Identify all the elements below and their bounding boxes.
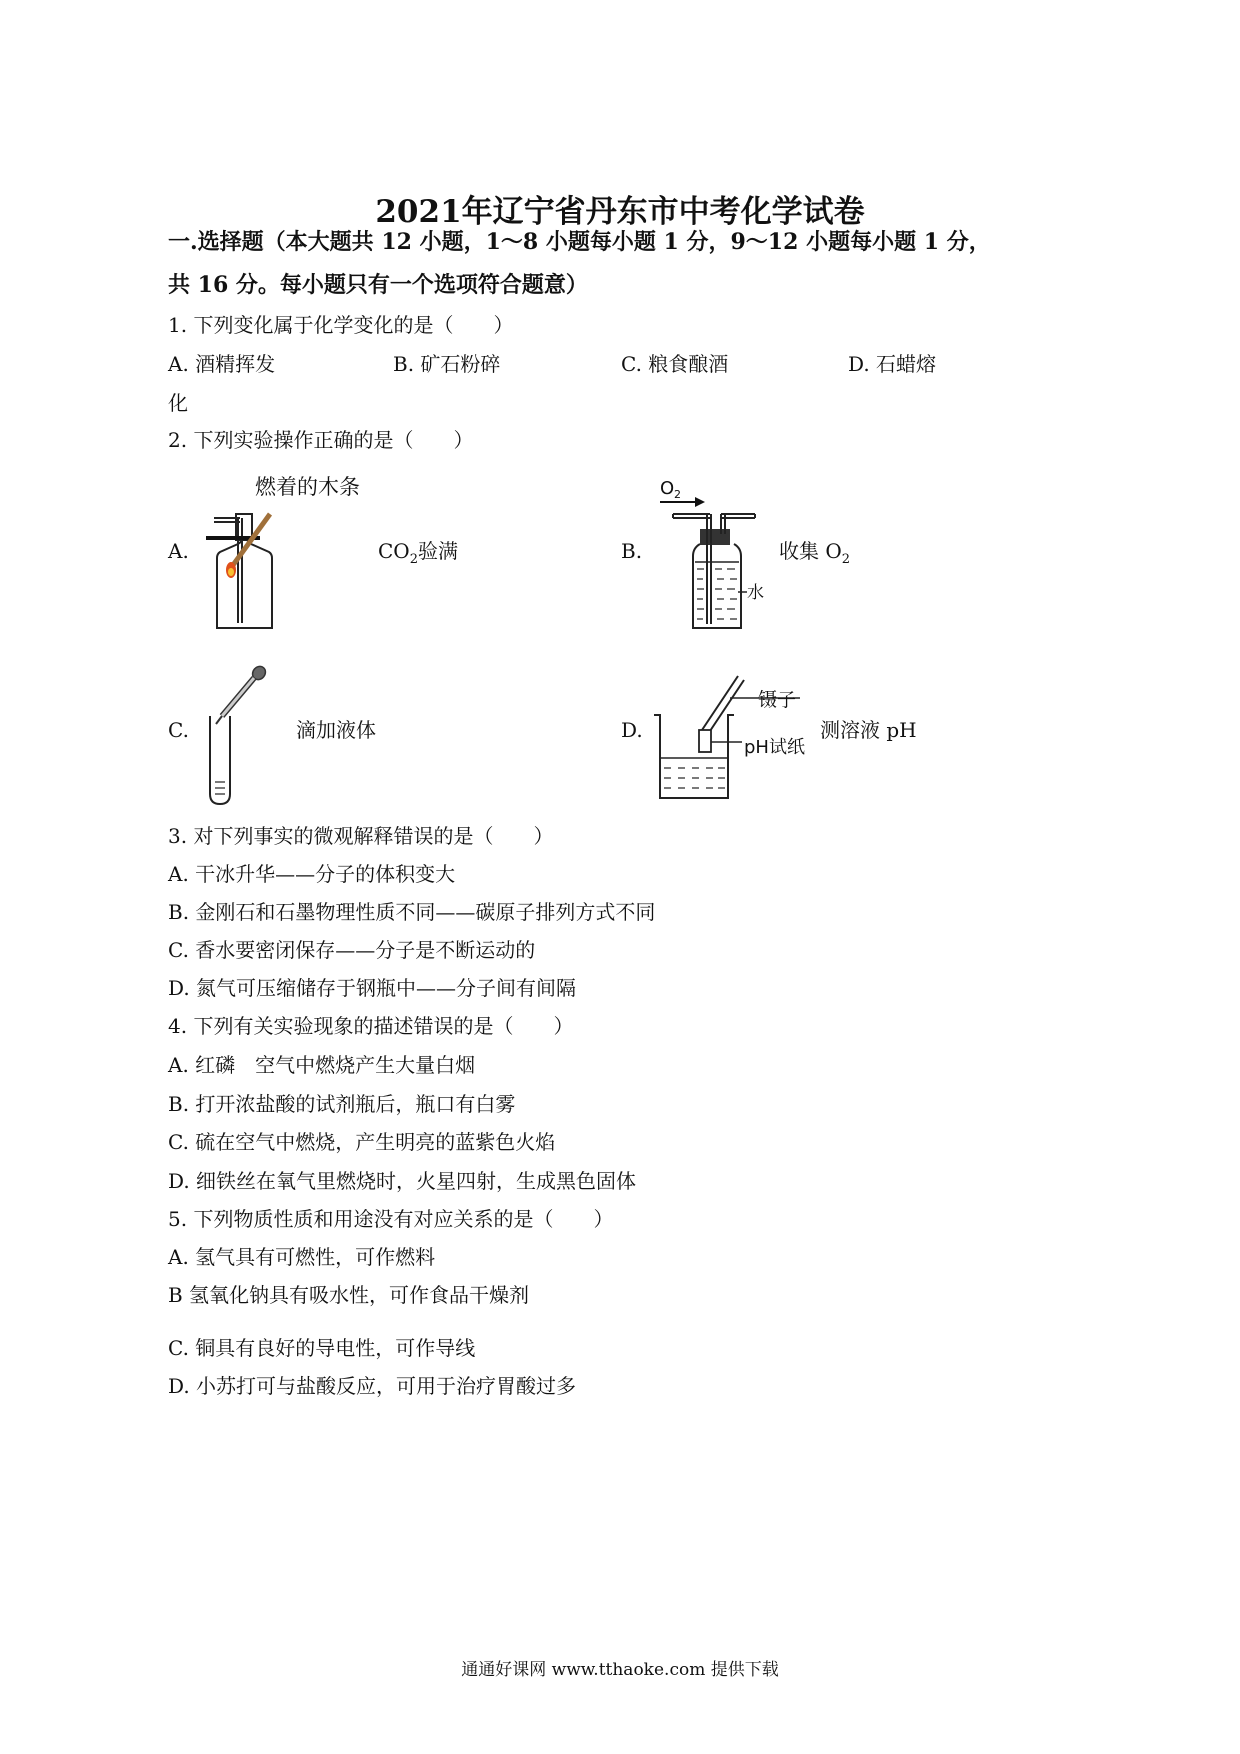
q5-option-d: D. 小苏打可与盐酸反应，可用于治疗胃酸过多: [168, 1374, 577, 1398]
q1-option-a: A. 酒精挥发: [168, 352, 276, 376]
q3-option-d: D. 氮气可压缩储存于钢瓶中——分子间有间隔: [168, 976, 577, 1000]
water-label: 水: [747, 583, 764, 603]
q1-option-b: B. 矿石粉碎: [393, 352, 501, 376]
q2-stem: 2. 下列实验操作正确的是（ ）: [168, 428, 474, 452]
q1-stem: 1. 下列变化属于化学变化的是（ ）: [168, 313, 514, 337]
q1-option-c: C. 粮食酿酒: [621, 352, 729, 376]
q2-option-b-letter: B.: [621, 539, 643, 563]
tweezers-label: 镊子: [758, 689, 797, 711]
q1-option-d-wrap: 化: [168, 391, 188, 415]
page-title: 2021年辽宁省丹东市中考化学试卷: [375, 194, 865, 230]
q3-stem: 3. 对下列事实的微观解释错误的是（ ）: [168, 824, 554, 848]
o2-collection-figure: [655, 474, 775, 634]
q5-option-b: B 氢氧化钠具有吸水性，可作食品干燥剂: [168, 1283, 530, 1307]
q5-option-a: A. 氢气具有可燃性，可作燃料: [168, 1245, 436, 1269]
q3-option-a: A. 干冰升华——分子的体积变大: [168, 862, 456, 886]
q2-option-b-caption: 收集 $O_2$: [779, 539, 851, 567]
co2-check-figure: [200, 508, 290, 633]
q2-option-a-letter: A.: [168, 539, 189, 563]
q2-option-d-caption: 测溶液 pH: [820, 718, 917, 742]
o2-arrow-label-text: O: [660, 478, 675, 499]
q5-option-c: C. 铜具有良好的导电性，可作导线: [168, 1336, 476, 1360]
q4-option-c: C. 硫在空气中燃烧，产生明亮的蓝紫色火焰: [168, 1130, 556, 1154]
q2-a-figure-label: 燃着的木条: [255, 475, 360, 499]
ph-test-figure: [650, 672, 820, 804]
q4-stem: 4. 下列有关实验现象的描述错误的是（ ）: [168, 1014, 574, 1038]
q4-option-b: B. 打开浓盐酸的试剂瓶后，瓶口有白雾: [168, 1092, 516, 1116]
ph-paper-label: pH试纸: [744, 737, 805, 758]
q2-option-d-letter: D.: [621, 718, 643, 742]
q2-option-a-caption: $CO_2$验满: [378, 539, 458, 567]
section-heading-line-1: 一.选择题（本大题共 12 小题，1～8 小题每小题 1 分，9～12 小题每小题 1 分，: [168, 229, 991, 255]
q3-option-c: C. 香水要密闭保存——分子是不断运动的: [168, 938, 536, 962]
q2-option-c-caption: 滴加液体: [296, 718, 376, 742]
q3-option-b: B. 金刚石和石墨物理性质不同——碳原子排列方式不同: [168, 900, 656, 924]
q5-stem: 5. 下列物质性质和用途没有对应关系的是（ ）: [168, 1207, 614, 1231]
q1-option-d: D. 石蜡熔: [848, 352, 937, 376]
q2-option-c-letter: C.: [168, 718, 189, 742]
page-footer: 通通好课网 www.tthaoke.com 提供下载: [461, 1660, 779, 1680]
svg-text:2: 2: [674, 488, 681, 501]
q4-option-a: A. 红磷 空气中燃烧产生大量白烟: [168, 1053, 476, 1077]
q4-option-d: D. 细铁丝在氧气里燃烧时，火星四射，生成黑色固体: [168, 1169, 637, 1193]
dropper-figure: [200, 664, 270, 809]
section-heading-line-2: 共 16 分。每小题只有一个选项符合题意）: [168, 272, 588, 298]
